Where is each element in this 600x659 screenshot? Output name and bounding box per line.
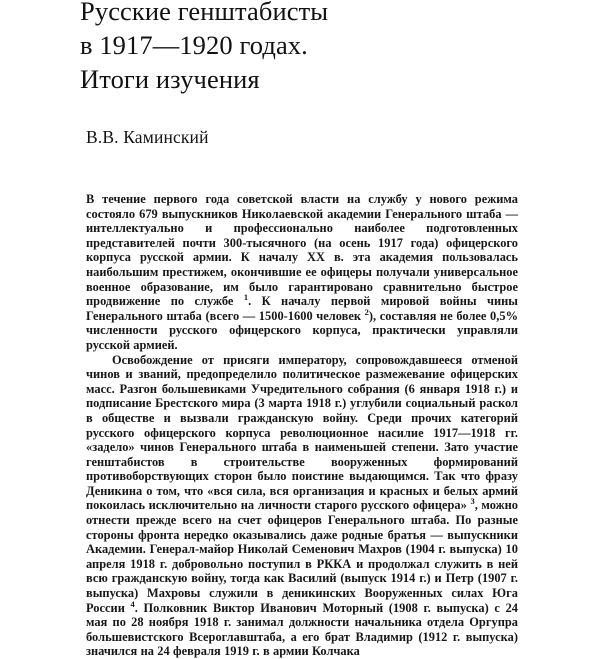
- title-line-2: в 1917—1920 годах.: [80, 30, 308, 60]
- footnote-marker: 1: [243, 292, 249, 303]
- paragraph-2: Освобождение от присяги императору, сопровождавшееся отменой чинов и званий, предопределило политическое размежевание офицерских масс. Разгон большевиками Учредительного собрания (6 января 1918 г.) и подписание Брестского мира (3 марта 1918 г.) углубили социальный раскол в обществе и вызвали гражданскую войну. Среди прочих категорий русского офицерского корпуса революционное насилие 1917—1918 гг. «задело» чинов Генерального штаба в наименьшей степени. Зато участие генштабистов в строительстве вооруженных формирований противоборствующих сторон было поистине выдающимся. Так что фразу Деникина о том, что «вся сила, вся организация и красных и белых армий покоилась исключительно на личности старого русского офицера» $^3$, можно отнести прежде всего на счет офицеров Генерального штаба. По разные стороны фронта нередко оказывались даже родные братья — выпускники Академии. Генерал-майор Николай Семенович Махров (1904 г. выпуска) 10 апреля 1918 г. добровольно поступил в РККА и продолжал служить в ней всю гражданскую войну, тогда как Василий (выпуск 1914 г.) и Петр (1907 г. выпуска) Махровы служили в деникинских Вооруженных силах Юга России $^4$. Полковник Виктор Иванович Моторный (1908 г. выпуска) с 24 мая по 28 ноября 1918 г. занимал должности начальника отдела Оргупра большевистского Всероглавштаба, а его брат Владимир (1912 г. выпуска) значился на 24 февраля 1919 г. в армии Колчака: [86, 352, 518, 659]
- body-text-column: [86, 192, 518, 659]
- footnote-marker: 2: [364, 306, 369, 317]
- footnote-marker: 3: [470, 496, 475, 507]
- title-line-3: Итоги изучения: [80, 64, 260, 94]
- title-line-1: Русские генштабисты: [80, 0, 329, 26]
- footnote-marker: 4: [130, 598, 135, 609]
- article-title: [80, 0, 510, 96]
- paragraph-1: В течение первого года советской власти на службу у нового режима состояло 679 выпускников Николаевской академии Генерального штаба — интеллектуально и профессионально наиболее подготовленных представителей почти 300-тысячного (на осень 1917 года) офицерского корпуса русской армии. К началу XX в. эта академия пользовалась наибольшим престижем, окончившие ее офицеры получали универсальное военное образование, им было гарантировано сравнительно быстрое продвижение по службе $^1$. К началу первой мировой войны чины Генерального штаба (всего — 1500-1600 человек $^2$), составляя не более 0,5% численности русского офицерского корпуса, практически управляли русской армией.: [86, 192, 519, 352]
- author-byline: В.В. Каминский: [86, 127, 209, 147]
